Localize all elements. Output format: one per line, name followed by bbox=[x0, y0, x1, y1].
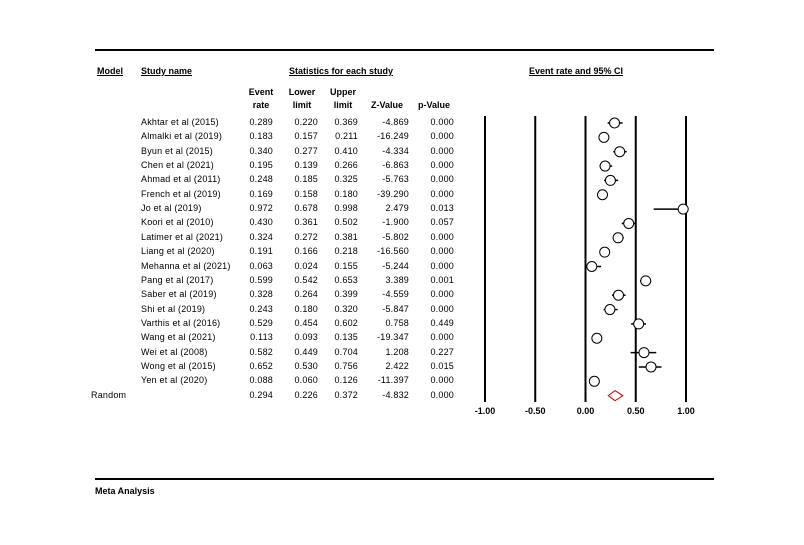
study-z: 0.758 bbox=[385, 317, 409, 328]
study-z: -5.847 bbox=[382, 303, 409, 314]
study-rate: 0.088 bbox=[249, 375, 273, 386]
study-z: 3.389 bbox=[385, 274, 409, 285]
study-name: Wang et al (2021) bbox=[141, 332, 216, 343]
study-z: -4.559 bbox=[382, 289, 409, 300]
point-marker bbox=[641, 276, 651, 286]
study-lower: 0.542 bbox=[294, 274, 318, 285]
study-lower: 0.185 bbox=[294, 174, 318, 185]
study-upper: 0.369 bbox=[334, 117, 358, 127]
study-p: 0.000 bbox=[430, 174, 454, 185]
study-p: 0.000 bbox=[430, 145, 454, 156]
column-header-line1: Upper bbox=[329, 87, 356, 97]
study-lower: 0.454 bbox=[294, 317, 318, 328]
study-p: 0.000 bbox=[430, 160, 454, 171]
study-name-header: Study name bbox=[141, 66, 193, 76]
column-header-line2: p-Value bbox=[417, 100, 450, 110]
column-header-line2: limit bbox=[333, 100, 353, 110]
study-z: -4.334 bbox=[382, 145, 409, 156]
study-upper: 0.155 bbox=[334, 260, 358, 271]
study-name: Byun et al (2015) bbox=[141, 145, 213, 156]
study-z: -5.763 bbox=[382, 174, 409, 185]
study-lower: 0.272 bbox=[294, 231, 318, 242]
column-header-line1: Lower bbox=[288, 87, 316, 97]
study-upper: 0.399 bbox=[334, 289, 358, 300]
study-name: Ahmad et al (2011) bbox=[141, 174, 221, 185]
study-name: Saber et al (2019) bbox=[141, 289, 217, 300]
study-name: Latimer et al (2021) bbox=[141, 231, 224, 242]
study-upper: 0.266 bbox=[334, 160, 358, 171]
study-upper: 0.126 bbox=[334, 375, 358, 386]
point-marker bbox=[678, 204, 688, 214]
summary-z: -4.832 bbox=[382, 389, 409, 400]
point-marker bbox=[624, 218, 634, 228]
study-rate: 0.529 bbox=[249, 317, 273, 328]
pooled-diamond bbox=[608, 391, 623, 401]
study-upper: 0.135 bbox=[334, 332, 358, 343]
point-marker bbox=[615, 147, 625, 157]
study-z: -16.249 bbox=[377, 131, 409, 142]
study-z: 2.422 bbox=[385, 360, 409, 371]
summary-model: Random bbox=[91, 389, 127, 400]
study-lower: 0.264 bbox=[294, 289, 318, 300]
point-marker bbox=[610, 118, 620, 128]
study-rate: 0.113 bbox=[250, 332, 273, 343]
study-lower: 0.180 bbox=[294, 303, 318, 314]
study-lower: 0.158 bbox=[294, 188, 318, 199]
study-rate: 0.430 bbox=[249, 217, 273, 228]
study-name: Akhtar et al (2015) bbox=[141, 117, 219, 127]
study-p: 0.449 bbox=[430, 317, 454, 328]
summary-lower: 0.226 bbox=[294, 389, 318, 400]
study-p: 0.000 bbox=[430, 289, 454, 300]
footer-label: Meta Analysis bbox=[95, 486, 155, 496]
x-tick-label: -0.50 bbox=[524, 406, 546, 416]
study-p: 0.015 bbox=[430, 360, 454, 371]
point-marker bbox=[589, 376, 599, 386]
study-lower: 0.220 bbox=[294, 117, 318, 127]
study-upper: 0.756 bbox=[334, 360, 358, 371]
point-marker bbox=[613, 290, 623, 300]
study-p: 0.057 bbox=[430, 217, 454, 228]
study-p: 0.000 bbox=[430, 375, 454, 386]
study-name: Jo et al (2019) bbox=[141, 203, 202, 214]
study-lower: 0.024 bbox=[294, 260, 318, 271]
study-z: 2.479 bbox=[385, 203, 409, 214]
study-lower: 0.139 bbox=[294, 160, 318, 171]
study-lower: 0.361 bbox=[294, 217, 318, 228]
study-z: -39.290 bbox=[377, 188, 409, 199]
study-z: -5.244 bbox=[382, 260, 409, 271]
study-upper: 0.998 bbox=[334, 203, 358, 214]
study-rate: 0.195 bbox=[249, 160, 273, 171]
point-marker bbox=[597, 190, 607, 200]
point-marker bbox=[613, 233, 623, 243]
bottom-rule bbox=[95, 478, 714, 480]
study-z: -6.863 bbox=[382, 160, 409, 171]
column-header-line2: Z-Value bbox=[370, 100, 403, 110]
study-name: Shi et al (2019) bbox=[141, 303, 206, 314]
study-p: 0.227 bbox=[430, 346, 454, 357]
study-upper: 0.211 bbox=[335, 131, 358, 142]
study-z: -16.560 bbox=[377, 246, 409, 257]
study-name: Wei et al (2008) bbox=[141, 346, 208, 357]
study-name: Koori et al (2010) bbox=[141, 217, 214, 228]
study-name: Liang et al (2020) bbox=[141, 246, 215, 257]
study-rate: 0.599 bbox=[249, 274, 273, 285]
study-p: 0.001 bbox=[430, 274, 454, 285]
study-p: 0.000 bbox=[430, 231, 454, 242]
study-name: Wong et al (2015) bbox=[141, 360, 216, 371]
study-upper: 0.381 bbox=[334, 231, 358, 242]
column-header-line2: limit bbox=[292, 100, 312, 110]
study-name: Almalki et al (2019) bbox=[141, 131, 223, 142]
summary-p: 0.000 bbox=[430, 389, 454, 400]
study-rate: 0.169 bbox=[249, 188, 273, 199]
study-name: French et al (2019) bbox=[141, 188, 221, 199]
x-tick-label: 0.50 bbox=[626, 406, 645, 416]
study-upper: 0.180 bbox=[334, 188, 358, 199]
column-header-line1: Event bbox=[248, 87, 274, 97]
point-marker bbox=[592, 333, 602, 343]
point-marker bbox=[605, 175, 615, 185]
study-p: 0.000 bbox=[430, 246, 454, 257]
study-p: 0.013 bbox=[430, 203, 454, 214]
study-rate: 0.582 bbox=[249, 346, 273, 357]
plot-header: Event rate and 95% CI bbox=[529, 66, 624, 76]
study-lower: 0.093 bbox=[294, 332, 318, 343]
point-marker bbox=[634, 319, 644, 329]
study-rate: 0.324 bbox=[249, 231, 273, 242]
point-marker bbox=[587, 262, 597, 272]
point-marker bbox=[600, 161, 610, 171]
x-tick-label: 1.00 bbox=[677, 406, 695, 416]
stats-header: Statistics for each study bbox=[289, 66, 394, 76]
summary-rate: 0.294 bbox=[249, 389, 273, 400]
model-header: Model bbox=[97, 66, 123, 76]
study-name: Yen et al (2020) bbox=[141, 375, 208, 386]
study-upper: 0.653 bbox=[334, 274, 358, 285]
study-lower: 0.157 bbox=[294, 131, 318, 142]
study-rate: 0.289 bbox=[249, 117, 273, 127]
study-upper: 0.602 bbox=[334, 317, 358, 328]
study-lower: 0.678 bbox=[294, 203, 318, 214]
study-z: -4.869 bbox=[382, 117, 409, 127]
study-rate: 0.183 bbox=[249, 131, 273, 142]
study-rate: 0.243 bbox=[249, 303, 273, 314]
study-name: Mehanna et al (2021) bbox=[141, 260, 231, 271]
study-lower: 0.060 bbox=[294, 375, 318, 386]
study-lower: 0.277 bbox=[294, 145, 318, 156]
study-p: 0.000 bbox=[430, 131, 454, 142]
point-marker bbox=[646, 362, 656, 372]
point-marker bbox=[639, 348, 649, 358]
study-upper: 0.320 bbox=[334, 303, 358, 314]
point-marker bbox=[599, 132, 609, 142]
study-p: 0.000 bbox=[430, 260, 454, 271]
study-p: 0.000 bbox=[430, 117, 454, 127]
study-upper: 0.325 bbox=[334, 174, 358, 185]
study-z: 1.208 bbox=[385, 346, 409, 357]
study-upper: 0.704 bbox=[334, 346, 358, 357]
study-rate: 0.063 bbox=[249, 260, 273, 271]
study-p: 0.000 bbox=[430, 303, 454, 314]
study-upper: 0.502 bbox=[334, 217, 358, 228]
study-upper: 0.218 bbox=[334, 246, 358, 257]
study-name: Chen et al (2021) bbox=[141, 160, 214, 171]
study-name: Pang et al (2017) bbox=[141, 274, 214, 285]
study-rate: 0.191 bbox=[249, 246, 273, 257]
study-rate: 0.972 bbox=[249, 203, 273, 214]
study-p: 0.000 bbox=[430, 332, 454, 343]
point-marker bbox=[605, 305, 615, 315]
study-p: 0.000 bbox=[430, 188, 454, 199]
summary-upper: 0.372 bbox=[334, 389, 358, 400]
column-header-line2: rate bbox=[252, 100, 270, 110]
x-tick-label: 0.00 bbox=[576, 406, 595, 416]
study-upper: 0.410 bbox=[334, 145, 358, 156]
study-lower: 0.530 bbox=[294, 360, 318, 371]
study-name: Varthis et al (2016) bbox=[141, 317, 221, 328]
study-rate: 0.652 bbox=[249, 360, 273, 371]
point-marker bbox=[600, 247, 610, 257]
study-z: -11.397 bbox=[377, 375, 409, 386]
study-z: -1.900 bbox=[382, 217, 409, 228]
study-rate: 0.248 bbox=[249, 174, 273, 185]
study-rate: 0.340 bbox=[249, 145, 273, 156]
study-rate: 0.328 bbox=[249, 289, 273, 300]
study-lower: 0.166 bbox=[294, 246, 318, 257]
study-lower: 0.449 bbox=[294, 346, 318, 357]
study-z: -5.802 bbox=[382, 231, 409, 242]
x-tick-label: -1.00 bbox=[474, 406, 496, 416]
study-z: -19.347 bbox=[377, 332, 409, 343]
